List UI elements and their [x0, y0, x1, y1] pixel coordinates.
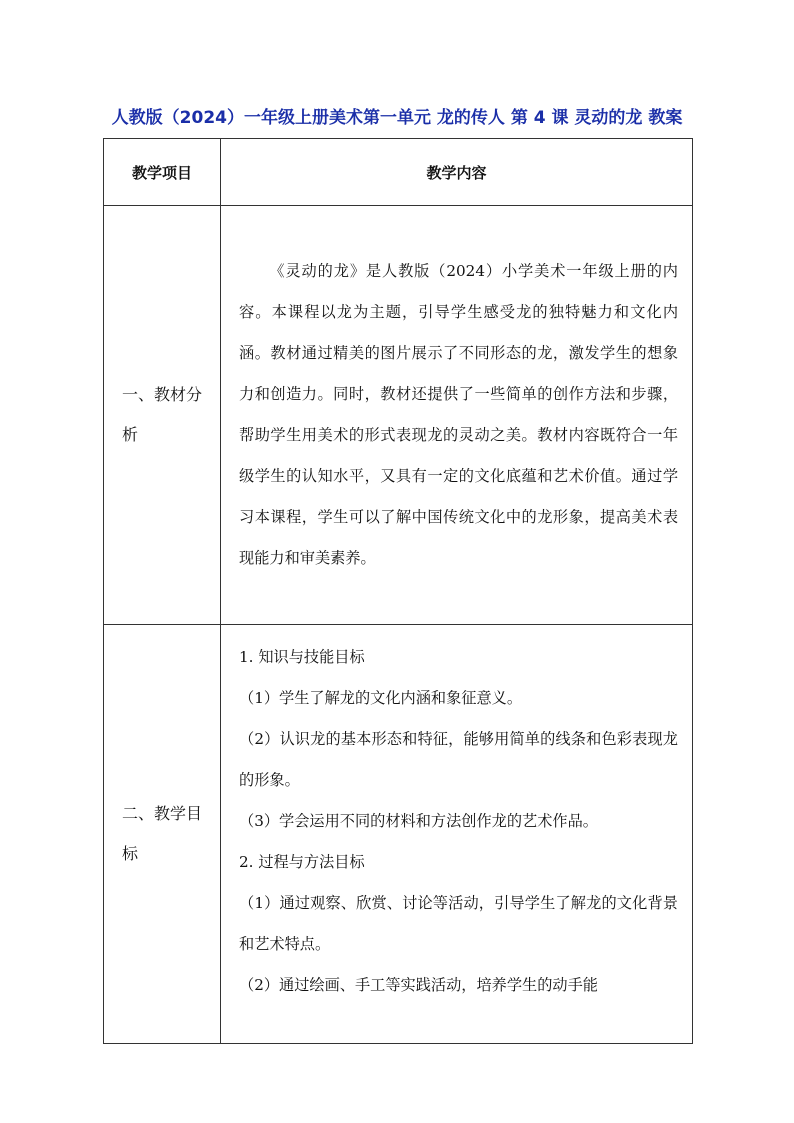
table-row	[104, 625, 693, 1044]
goal-line: （3）学会运用不同的材料和方法创作龙的艺术作品。	[239, 812, 598, 830]
row-content-textbook-analysis	[221, 206, 693, 625]
header-teaching-content: 教学内容	[221, 139, 693, 206]
table-header-row	[104, 139, 693, 206]
goal-line: （1）通过观察、欣赏、讨论等活动，引导学生了解龙的文化背景和艺术特点。	[239, 894, 678, 953]
goal-line: （2）认识龙的基本形态和特征，能够用简单的线条和色彩表现龙的形象。	[239, 730, 678, 789]
header-teaching-item: 教学项目	[104, 139, 221, 206]
goal-line: （1）学生了解龙的文化内涵和象征意义。	[239, 689, 523, 707]
row-label-teaching-goals: 二、教学目标	[104, 625, 221, 1044]
textbook-analysis-paragraph: 《灵动的龙》是人教版（2024）小学美术一年级上册的内容。本课程以龙为主题，引导学生感受龙的独特魅力和文化内涵。教材通过精美的图片展示了不同形态的龙，激发学生的想象力和创造力。同时，教材还提供了一些简单的创作方法和步骤，帮助学生用美术的形式表现龙的灵动之美。教材内容既符合一年级学生的认知水平，又具有一定的文化底蕴和艺术价值。通过学习本课程，学生可以了解中国传统文化中的龙形象，提高美术表现能力和审美素养。	[239, 262, 678, 567]
row-label-textbook-analysis: 一、教材分析	[104, 206, 221, 625]
document-title: 人教版（2024）一年级上册美术第一单元 龙的传人 第 4 课 灵动的龙 教案	[111, 108, 683, 128]
table-row	[104, 206, 693, 625]
goal-line: 2. 过程与方法目标	[239, 853, 365, 871]
row-content-teaching-goals	[221, 625, 693, 1044]
goal-line: 1. 知识与技能目标	[239, 648, 365, 666]
goal-line: （2）通过绘画、手工等实践活动，培养学生的动手能	[239, 976, 598, 994]
lesson-plan-table	[103, 138, 693, 1044]
